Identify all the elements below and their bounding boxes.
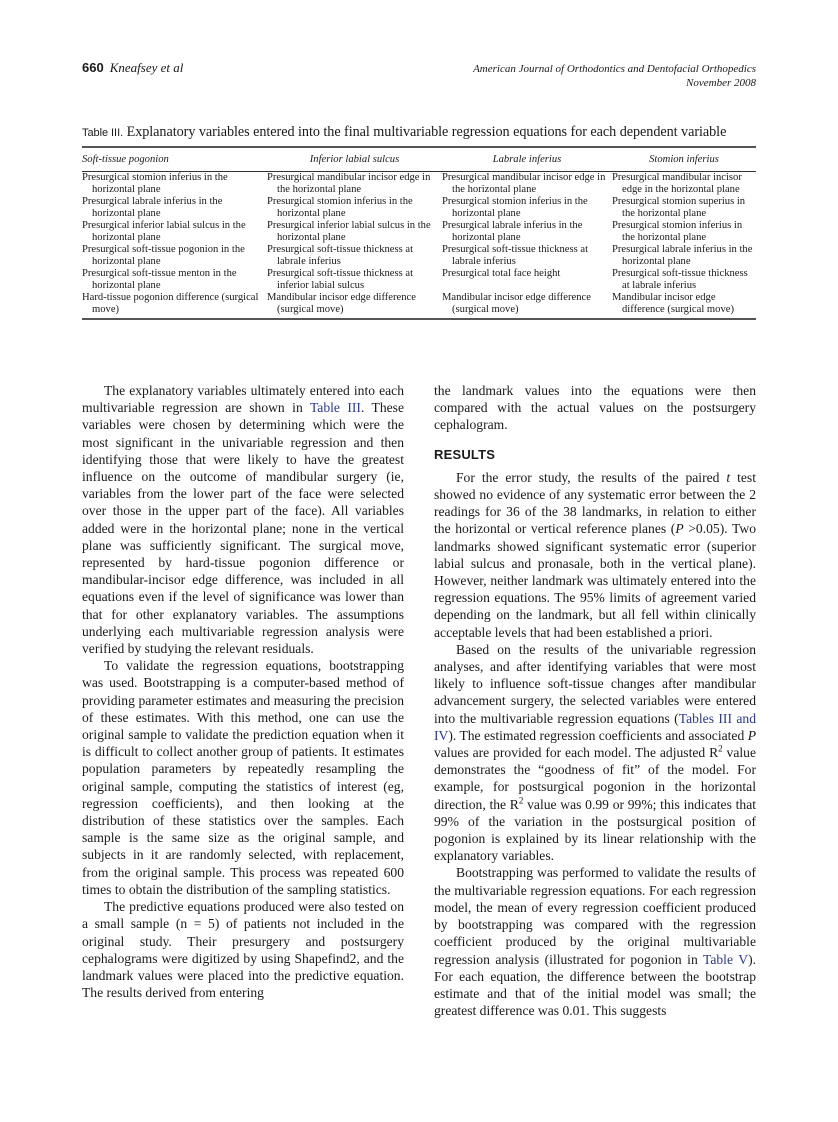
page-number: 660 <box>82 60 104 75</box>
table-cell: Presurgical mandibular incisor edge in the horizontal plane <box>612 172 742 195</box>
tables-iii-iv-link[interactable]: Tables III and IV <box>434 710 757 743</box>
table-bottom-rule <box>82 318 756 320</box>
section-heading-results: RESULTS <box>434 446 496 462</box>
column-header: Stomion inferius <box>612 148 756 172</box>
text-run: Bootstrapping was performed to validate the results of the multivariable regression equations. For each regression model, the mean of every regression coefficient produced by bootstrapping was compared with the regression coefficient produced by the original multivariable regression analysis (illustrated for pogonion in <box>434 865 756 967</box>
paragraph: the landmark values into the equations were then compared with the actual values on the postsurgery cephalogram. <box>434 383 756 433</box>
paragraph <box>434 641 756 865</box>
table-cell: Presurgical labrale inferius in the horizontal plane <box>612 244 753 267</box>
text-run: value demonstrates the “goodness of fit” of the model. For example, for postsurgical pogonion in the horizontal direction, the R <box>434 745 756 812</box>
running-head <box>82 60 756 96</box>
running-head-authors: Kneafsey et al <box>109 60 184 75</box>
column-cells <box>442 172 612 317</box>
paragraph: The predictive equations produced were also tested on a small sample (n = 5) of patients not included in the original study. Their presurgery and postsurgery cephalograms were digitized by using Shapefind2, and the landmark values were placed into the predictive equation. The results derived from entering <box>82 899 404 1001</box>
right-text-column <box>434 382 756 1019</box>
column-header: Inferior labial sulcus <box>267 148 442 172</box>
table-cell: Presurgical labrale inferius in the horizontal plane <box>82 196 223 219</box>
superscript: 2 <box>718 743 723 754</box>
text-run: The explanatory variables ultimately entered into each multivariable regression are shown in <box>82 383 404 416</box>
column-cells <box>82 172 267 317</box>
table-label: Table III. <box>82 127 124 139</box>
table-header-row <box>82 148 756 172</box>
superscript: 2 <box>518 795 524 806</box>
column-cells <box>267 172 442 317</box>
table-iii-link[interactable]: Table III <box>309 400 361 416</box>
table-cell: Presurgical stomion inferius in the horizontal plane <box>612 220 743 243</box>
paragraph: To validate the regression equations, bootstrapping was used. Bootstrapping is a computer-based method of providing parameter estimates and measuring the precision of these estimates. With this method, one can use the original sample to validate the prediction equation when it is difficult to collect another group of patients. It estimates population parameters by repeatedly resampling the original sample, computing the statistics of interest (eg, regression coefficients), and then looking at the distribution of these statistics over the samples. Each sample is the same size as the original sample, and subjects in it are randomly selected, with replacement, from the original sample. This process was repeated 600 times to obtain the distribution of the sampling statistics. <box>82 658 404 897</box>
table-caption <box>82 124 756 141</box>
table-cell: Presurgical mandibular incisor edge in the horizontal plane <box>267 172 431 195</box>
table-cell: Presurgical stomion inferius in the horizontal plane <box>267 196 413 219</box>
table-iii <box>82 124 756 320</box>
left-text-column <box>82 382 404 1001</box>
text-run: value was 0.99 or 99%; this indicates that 99% of the variation in the postsurgical position of pogonion is explained by its linear relationship with the explanatory variables. <box>434 796 756 864</box>
paragraph <box>82 382 404 657</box>
table-cell: Hard-tissue pogonion difference (surgical move) <box>82 292 259 315</box>
table-cell: Presurgical inferior labial sulcus in the horizontal plane <box>267 220 431 243</box>
table-cell: Presurgical stomion inferius in the horizontal plane <box>82 172 228 195</box>
table-cell: Presurgical stomion superius in the horizontal plane <box>612 196 746 219</box>
text-run: >0.05). Two landmarks showed significant systematic error (superior labial sulcus and pronasale, both in the vertical plane). However, neither landmark was ultimately entered into the regression equations. The 95% limits of agreement varied depending on the landmark, but all fell within clinically acceptable levels that had been established a priori. <box>434 521 756 640</box>
table-cell: Presurgical mandibular incisor edge in the horizontal plane <box>442 172 606 195</box>
table-cell: Presurgical soft-tissue pogonion in the horizontal plane <box>82 244 245 267</box>
table-row <box>82 172 756 317</box>
column-header: Labrale inferius <box>442 148 612 172</box>
text-run: Based on the results of the univariable regression analyses, and after identifying variables that were most likely to influence soft-tissue changes after mandibular advancement surgery, the selected variables were entered into the multivariable regression equations ( <box>434 641 756 726</box>
text-run: ). The estimated regression coefficients and associated <box>448 727 748 743</box>
journal-issue: November 2008 <box>686 77 756 89</box>
table-cell: Mandibular incisor edge difference (surgical move) <box>267 292 416 315</box>
table-caption-text: Explanatory variables entered into the final multivariable regression equations for each dependent variable <box>126 124 727 140</box>
table-body <box>82 148 756 316</box>
text-run: test showed no evidence of any systematic error between the 2 readings for 36 of the 38 landmarks, in relation to either the horizontal or vertical reference planes ( <box>434 469 756 537</box>
text-run: . These variables were chosen by determining which were the most significant in the univariable regression and then identifying those that were likely to have the greatest influence on the outcome of mandibular surgery (ie, variables from the lower part of the face were selected over those in the upper part of the face). All variables added were in the horizontal plane; none in the vertical plane was sufficiently significant. The surgical move, represented by hard-tissue pogonion difference or mandibular-incisor edge difference, was included in all equations even if the level of significance was lower than that for other explanatory variables. The assumptions underlying each multivariable regression analysis were verified by studying the relevant residuals. <box>82 400 404 657</box>
text-run: ). For each equation, the difference between the bootstrap estimate and that of the initial model was small; the greatest difference was 0.01. This suggests <box>434 951 756 1019</box>
table-cell: Presurgical total face height <box>442 268 561 279</box>
italic-p: P <box>747 727 756 743</box>
running-head-left <box>82 60 183 76</box>
table-cell: Presurgical soft-tissue thickness at inferior labial sulcus <box>267 268 414 291</box>
table-cell: Presurgical stomion inferius in the horizontal plane <box>442 196 588 219</box>
table-cell: Presurgical soft-tissue thickness at labrale inferius <box>612 268 748 291</box>
paragraph <box>434 864 756 1019</box>
table-cell: Presurgical soft-tissue thickness at labrale inferius <box>442 244 589 267</box>
table-cell: Mandibular incisor edge difference (surgical move) <box>612 292 734 315</box>
text-run: values are provided for each model. The adjusted R <box>434 745 719 761</box>
table-cell: Presurgical soft-tissue menton in the horizontal plane <box>82 268 237 291</box>
paragraph <box>434 469 756 641</box>
column-cells <box>612 172 756 317</box>
table-v-link[interactable]: Table V <box>703 951 749 967</box>
table-cell: Mandibular incisor edge difference (surgical move) <box>442 292 591 315</box>
running-head-right <box>473 62 756 90</box>
text-run: For the error study, the results of the paired <box>456 469 727 485</box>
table-cell: Presurgical labrale inferius in the horizontal plane <box>442 220 583 243</box>
italic-t: t <box>726 469 731 485</box>
table-cell: Presurgical inferior labial sulcus in the horizontal plane <box>82 220 246 243</box>
column-header: Soft-tissue pogonion <box>82 148 267 172</box>
table-cell: Presurgical soft-tissue thickness at labrale inferius <box>267 244 414 267</box>
italic-p: P <box>675 521 684 537</box>
journal-title: American Journal of Orthodontics and Dentofacial Orthopedics <box>473 63 756 75</box>
